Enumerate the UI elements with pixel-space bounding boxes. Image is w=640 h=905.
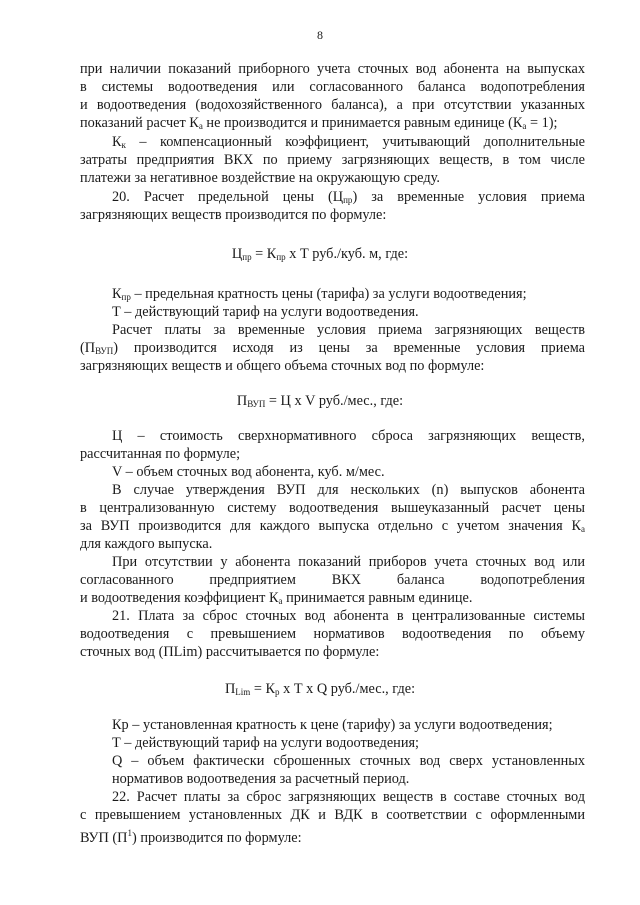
text-line: в системы водоотведения или согласованного баланса водопотребления	[80, 79, 585, 95]
formula-payment-vup: $П_{ВУП} = Ц$ х V руб./мес., где:	[236, 393, 404, 409]
text-line: и водоотведения (водохозяйственного баланса), а при отсутствии указанных	[80, 97, 585, 113]
text-line: $К_{пр}$ – предельная кратность цены (тарифа) за услуги водоотведения;	[112, 286, 527, 302]
text-line: В случае утверждения ВУП для нескольких (n) выпусков абонента	[112, 482, 585, 498]
page-number: 8	[317, 28, 323, 42]
text-line: загрязняющих веществ и общего объема сточных вод по формуле:	[80, 358, 485, 374]
text-line: 21. Плата за сброс сточных вод абонента в централизованные системы	[112, 608, 585, 624]
text-line: согласованного предприятием ВКХ баланса водопотребления	[80, 572, 585, 588]
text-line: показаний расчет $К_а$ не производится и принимается равным единице $(К_а = 1)$;	[80, 115, 558, 131]
text-line: При отсутствии у абонента показаний приборов учета сточных вод или	[112, 554, 585, 570]
text-line: в централизованную систему водоотведения вышеуказанный расчет цены	[80, 500, 585, 516]
text-line: при наличии показаний приборного учета сточных вод абонента на выпусках	[80, 61, 585, 77]
text-line: $(П_{ВУП})$ производится исходя из цены за временные условия приема	[80, 340, 585, 356]
text-line: сточных вод (ПLim) рассчитывается по формуле:	[80, 644, 380, 660]
text-line: Ц – стоимость сверхнормативного сброса загрязняющих веществ,	[112, 428, 585, 444]
text-line: Кр – установленная кратность к цене (тарифу) за услуги водоотведения;	[112, 717, 553, 733]
text-line: для каждого выпуска.	[80, 536, 213, 552]
text-line: 22. Расчет платы за сброс загрязняющих веществ в составе сточных вод	[112, 789, 585, 805]
text-line: загрязняющих веществ производится по формуле:	[80, 207, 387, 223]
text-line: Т – действующий тариф на услуги водоотведения;	[112, 735, 420, 751]
text-line: ВУП $(П^1)$ производится по формуле:	[80, 828, 302, 846]
text-line: рассчитанная по формуле;	[80, 446, 241, 462]
text-line: $К_к$ – компенсационный коэффициент, учитывающий дополнительные	[112, 134, 585, 150]
text-line: водоотведения с превышением нормативов водоотведения по объему	[80, 626, 585, 642]
text-line: Т – действующий тариф на услуги водоотведения.	[112, 304, 419, 320]
text-line: с превышением установленных ДК и ВДК в соответствии с оформленными	[80, 807, 585, 823]
text-line: и водоотведения коэффициент $К_а$ принимается равным единице.	[80, 590, 473, 606]
text-line: Q – объем фактически сброшенных сточных вод сверх установленных	[112, 753, 585, 769]
formula-payment-lim: $П_{Lim} = К_р$ х Т х Q руб./мес., где:	[224, 681, 416, 697]
text-line: 20. Расчет предельной цены $(Ц_{пр})$ за временные условия приема	[112, 189, 585, 205]
text-line: V – объем сточных вод абонента, куб. м/мес.	[112, 464, 385, 480]
text-line: затраты предприятия ВКХ по приему загрязняющих веществ, в том числе	[80, 152, 585, 168]
text-line: за ВУП производится для каждого выпуска отдельно с учетом значения $К_а$	[80, 518, 585, 534]
text-line: платежи за негативное воздействие на окружающую среду.	[80, 170, 440, 186]
text-line: Расчет платы за временные условия приема загрязняющих веществ	[112, 322, 585, 338]
formula-price-limit: $Ц_{пр} = К_{пр}$ х Т руб./куб. м, где:	[231, 246, 409, 262]
text-line: нормативов водоотведения за расчетный период.	[112, 771, 410, 787]
